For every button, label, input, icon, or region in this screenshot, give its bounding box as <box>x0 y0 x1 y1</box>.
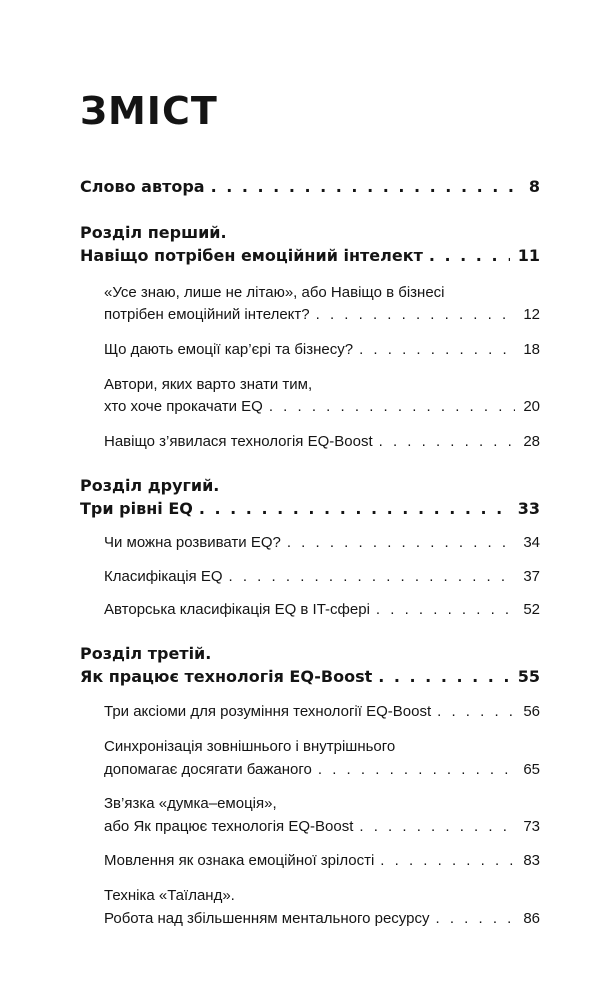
toc-entry-title: допомагає досягати бажаного <box>104 761 312 778</box>
toc-entry-title: хто хоче прокачати EQ <box>104 398 263 415</box>
toc-entry-title: Навіщо потрібен емоційний інтелект <box>80 246 423 265</box>
toc-entry-title: Як працює технологія EQ-Boost <box>80 667 373 686</box>
toc-page-number: 52 <box>523 601 540 618</box>
toc-entry-line <box>104 339 540 361</box>
toc-page-number: 11 <box>517 246 540 265</box>
toc-entry-title: потрібен емоційний інтелект? <box>104 306 310 323</box>
toc-entry-title: Три рівні EQ <box>80 499 193 518</box>
toc-page-number: 18 <box>523 341 540 358</box>
toc-entry-title: Слово автора <box>80 177 205 196</box>
dot-leader <box>378 666 510 688</box>
toc-entry-line <box>80 666 540 688</box>
dot-leader <box>379 431 516 453</box>
toc-entry-title: Робота над збільшенням ментального ресурсу <box>104 910 430 927</box>
dot-leader <box>437 701 515 723</box>
toc-page-number: 8 <box>528 177 540 196</box>
toc-entry-line <box>104 701 540 723</box>
toc-entry-title: Мовлення як ознака емоційної зрілості <box>104 852 375 869</box>
dot-leader <box>359 339 515 361</box>
toc-page-number: 34 <box>523 534 540 551</box>
toc-entry-title: Авторська класифікація EQ в IT-сфері <box>104 601 370 618</box>
dot-leader <box>269 396 515 418</box>
toc-page-number: 12 <box>523 306 540 323</box>
toc-page-number: 65 <box>523 761 540 778</box>
toc-entry-line <box>104 908 540 930</box>
toc-page-number: 20 <box>523 398 540 415</box>
dot-leader <box>380 850 515 872</box>
toc-entry-line <box>104 850 540 872</box>
toc-entry-line <box>104 759 540 781</box>
toc-entry-title: Навіщо з’явилася технологія EQ-Boost <box>104 433 373 450</box>
toc-entry-title: Автори, яких варто знати тим, <box>104 376 313 393</box>
toc-entry-title: Три аксіоми для розуміння технології EQ-Boost <box>104 703 432 720</box>
toc-entry-title: Чи можна розвивати EQ? <box>104 534 281 551</box>
toc-entry-line <box>104 304 540 326</box>
toc-chapter-label: Розділ третій. <box>80 644 212 663</box>
toc-page-number: 28 <box>523 433 540 450</box>
toc-page-number: 37 <box>523 568 540 585</box>
dot-leader <box>376 599 515 621</box>
toc-page-number: 33 <box>517 499 540 518</box>
page-title: ЗМІСТ <box>80 89 218 133</box>
toc-entry-line <box>104 816 540 838</box>
dot-leader <box>287 532 515 554</box>
dot-leader <box>211 176 521 198</box>
toc-page-number: 83 <box>523 852 540 869</box>
toc-chapter-label: Розділ перший. <box>80 223 227 242</box>
toc-page-number: 86 <box>523 910 540 927</box>
toc-page-number: 55 <box>517 667 540 686</box>
toc-entry-title: Синхронізація зовнішнього і внутрішнього <box>104 738 396 755</box>
dot-leader <box>316 304 516 326</box>
toc-entry-line <box>104 431 540 453</box>
toc-page-number: 73 <box>523 818 540 835</box>
dot-leader <box>318 759 515 781</box>
dot-leader <box>429 245 510 267</box>
toc-entry-line <box>80 245 540 267</box>
dot-leader <box>359 816 515 838</box>
dot-leader <box>199 498 510 520</box>
toc-entry-line <box>104 532 540 554</box>
toc-entry-title: Класифікація EQ <box>104 568 223 585</box>
dot-leader <box>229 566 516 588</box>
toc-entry-line <box>80 498 540 520</box>
toc-entry-line <box>104 599 540 621</box>
toc-entry-line <box>80 176 540 198</box>
toc-entry-title: Техніка «Таїланд». <box>104 887 235 904</box>
toc-page-number: 56 <box>523 703 540 720</box>
toc-entry-title: або Як працює технологія EQ-Boost <box>104 818 354 835</box>
toc-entry-line <box>104 396 540 418</box>
toc-entry-title: «Усе знаю, лише не літаю», або Навіщо в бізнесі <box>104 284 445 301</box>
toc-entry-line <box>104 566 540 588</box>
dot-leader <box>435 908 515 930</box>
toc-entry-title: Що дають емоції кар’єрі та бізнесу? <box>104 341 354 358</box>
toc-chapter-label: Розділ другий. <box>80 476 220 495</box>
toc-entry-title: Зв’язка «думка–емоція», <box>104 795 277 812</box>
